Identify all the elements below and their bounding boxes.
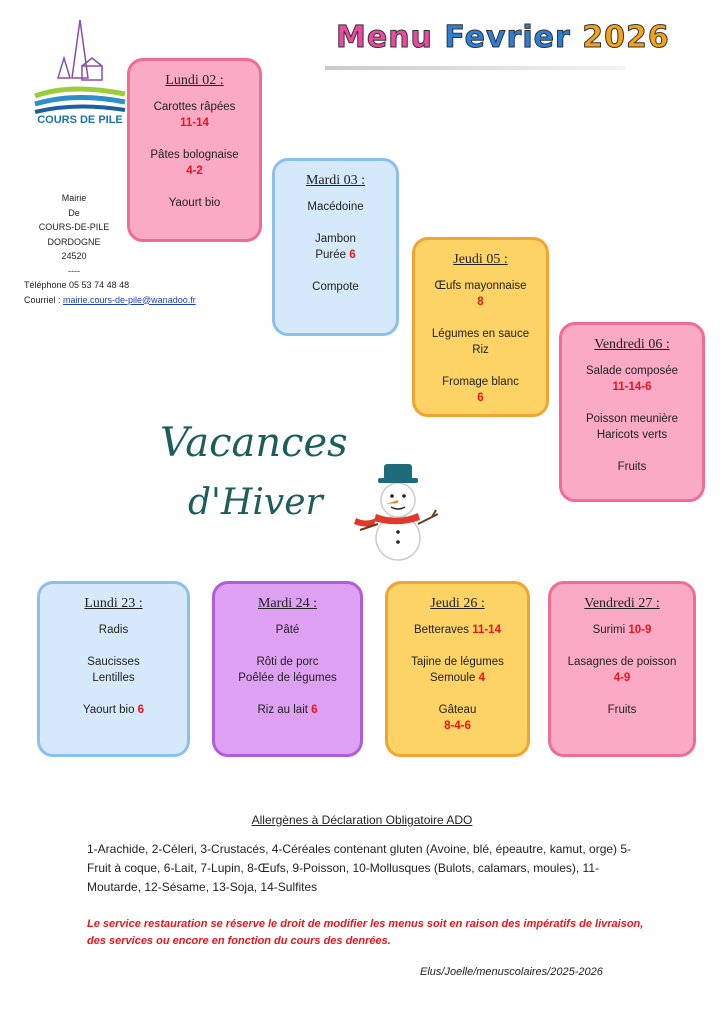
allergen-code: 4	[478, 672, 485, 684]
dish: Yaourt bio	[168, 197, 221, 209]
dish: Fruits	[607, 704, 637, 716]
allergen-code: 6	[137, 704, 145, 716]
dish: Légumes en sauce Riz	[431, 328, 530, 356]
dish: Fromage blanc 6	[415, 374, 546, 406]
title-word-menu: Menu	[336, 20, 433, 55]
dish: Salade composée 11-14-6	[562, 363, 702, 395]
contact-line: 24520	[61, 251, 87, 261]
dish: Riz au lait 6	[257, 704, 318, 716]
contact-line: De	[68, 207, 80, 218]
service-notice: Le service restauration se réserve le droit de modifier les menus soit en raison des impératifs de livraison, des services ou encore en fonction du cours des denrées.	[87, 918, 644, 947]
allergen-code: 6	[311, 704, 318, 716]
allergens-list: 1-Arachide, 2-Céleri, 3-Crustacés, 4-Céréales contenant gluten (Avoine, blé, épeautre, kamut, orge) 5-Fruit à coque, 6-Lait, 7-Lupin, 8-Œufs, 9-Poisson, 10-Mollusques (Bulots, calamars, moules), 11-Moutarde, 12-Sésame, 13-Soja, 14-Sulfites	[87, 842, 632, 894]
menu-card-lundi-02	[127, 58, 262, 242]
menu-card-jeudi-05	[412, 237, 549, 417]
dish: Pâtes bolognaise 4-2	[130, 147, 259, 179]
day-title: Lundi 02 :	[165, 73, 224, 88]
contact-line: DORDOGNE	[47, 236, 101, 247]
logo-name: COURS DE PILE	[37, 114, 123, 126]
title-word-month: Fevrier	[444, 20, 571, 55]
contact-line: ----	[68, 265, 80, 276]
dish: Fruits	[617, 461, 647, 473]
menu-card-mardi-03	[272, 158, 399, 336]
dish: Saucisses Lentilles	[87, 656, 140, 684]
dish: Compote	[312, 281, 359, 293]
dish: Pâté	[275, 624, 300, 636]
dish: Radis	[98, 624, 129, 636]
day-title: Jeudi 05 :	[453, 252, 508, 267]
day-title: Vendredi 27 :	[584, 596, 660, 611]
menu-card-vendredi-06	[559, 322, 705, 502]
allergen-code: 4-9	[613, 672, 631, 684]
dish: Œufs mayonnaise 8	[415, 278, 546, 310]
email-label: Courriel :	[24, 294, 64, 305]
dish: Yaourt bio 6	[82, 704, 145, 716]
menu-card-jeudi-26	[385, 581, 530, 757]
allergen-code: 4-2	[186, 165, 203, 177]
allergen-code: 8	[477, 296, 484, 308]
footer-path: Elus/Joelle/menuscolaires/2025-2026	[420, 966, 603, 978]
vacances-subtitle: d'Hiver	[188, 482, 323, 523]
day-title: Jeudi 26 :	[430, 596, 485, 611]
dish: Lasagnes de poisson 4-9	[551, 654, 693, 686]
vacances-title: Vacances	[160, 420, 348, 466]
day-title: Mardi 03 :	[305, 173, 366, 188]
title-word-year: 2026	[582, 20, 670, 55]
day-title: Vendredi 06 :	[594, 337, 670, 352]
dish: Poisson meunière Haricots verts	[585, 413, 679, 441]
dish: Surimi 10-9	[592, 624, 652, 636]
email-link[interactable]: mairie.cours-de-pile@wanadoo.fr	[63, 294, 196, 305]
menu-card-vendredi-27	[548, 581, 696, 757]
snowman-icon	[346, 458, 446, 563]
allergen-code: 6	[349, 249, 356, 261]
dish: Carottes râpées 11-14	[130, 99, 259, 131]
dish: Jambon Purée 6	[315, 233, 356, 261]
dish: Gâteau 8-4-6	[388, 702, 527, 734]
day-title: Mardi 24 :	[257, 596, 318, 611]
title-underline	[325, 66, 625, 70]
dish: Betteraves 11-14	[414, 624, 501, 636]
menu-card-mardi-24	[212, 581, 363, 757]
allergen-code: 11-14-6	[612, 381, 652, 393]
allergen-code: 8-4-6	[444, 720, 471, 732]
day-title: Lundi 23 :	[84, 596, 143, 611]
page-title	[336, 20, 670, 55]
contact-line: COURS-DE-PILE	[38, 222, 110, 232]
dish: Tajine de légumes Semoule 4	[411, 656, 504, 684]
contact-line: Mairie	[61, 193, 87, 203]
menu-card-lundi-23	[37, 581, 190, 757]
allergen-code: 11-14	[180, 117, 209, 129]
allergens-heading: Allergènes à Déclaration Obligatoire ADO	[251, 813, 473, 827]
contact-email-row	[24, 293, 196, 308]
contact-phone: Téléphone 05 53 74 48 48	[24, 280, 130, 290]
allergen-code: 10-9	[628, 624, 652, 636]
allergen-code: 11-14	[472, 624, 501, 636]
allergen-code: 6	[477, 392, 484, 404]
dish: Macédoine	[307, 201, 364, 213]
dish: Rôti de porc Poêlée de légumes	[238, 656, 337, 684]
